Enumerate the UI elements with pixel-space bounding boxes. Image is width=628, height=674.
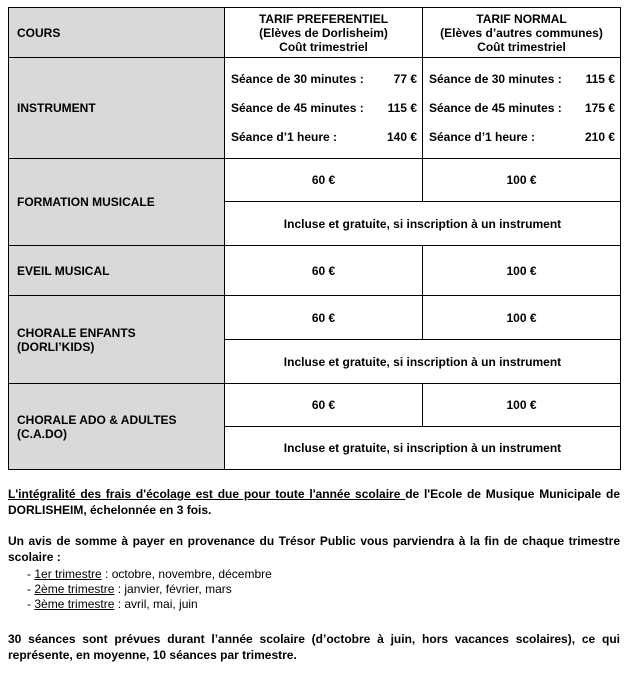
- table-row: [9, 246, 621, 296]
- formation-note: Incluse et gratuite, si inscription à un instrument: [225, 202, 621, 246]
- chorale-enfants-line1: CHORALE ENFANTS: [17, 325, 136, 340]
- eveil-pref: 60 €: [225, 246, 423, 296]
- paragraph-frais-underlined: L'intégralité des frais d'écolage est due pour toute l'année scolaire: [8, 487, 406, 501]
- header-norm-note: Coût trimestriel: [477, 39, 566, 54]
- session-price: 210 €: [584, 130, 615, 144]
- table-row: [9, 58, 621, 159]
- header-tarif-preferentiel: [225, 8, 423, 58]
- header-tarif-normal: [423, 8, 621, 58]
- table-row: [9, 159, 621, 202]
- session-label: Séance d’1 heure :: [231, 130, 338, 144]
- session-label: Séance de 45 minutes :: [429, 101, 562, 115]
- session-label: Séance de 30 minutes :: [429, 72, 562, 86]
- trimester-months: : janvier, février, mars: [114, 582, 232, 596]
- chorale-ado-line2: (C.A.DO): [17, 426, 67, 441]
- list-item: - 1er trimestre : octobre, novembre, décembre: [27, 567, 272, 581]
- paragraph-seances: 30 séances sont prévues durant l’année scolaire (d’octobre à juin, hors vacances scolaires), ce qui représente, en moyenne, 10 séances par trimestre.: [8, 632, 620, 662]
- session-row: [225, 94, 422, 123]
- session-price: 115 €: [585, 72, 615, 86]
- cours-instrument: INSTRUMENT: [9, 58, 225, 159]
- formation-norm: 100 €: [423, 159, 621, 202]
- header-cours: COURS: [9, 8, 225, 58]
- session-row: [225, 123, 422, 152]
- session-row: [225, 65, 422, 94]
- list-item: - 3ème trimestre : avril, mai, juin: [27, 597, 198, 611]
- session-price: 140 €: [386, 130, 417, 144]
- header-pref-title: TARIF PREFERENTIEL: [258, 11, 389, 26]
- header-norm-sub: (Elèves d’autres communes): [440, 25, 603, 40]
- session-row: [423, 94, 620, 123]
- trimester-name: 2ème trimestre: [34, 582, 115, 596]
- table-row: [9, 384, 621, 427]
- chorale-ado-norm: 100 €: [423, 384, 621, 427]
- chorale-enfants-note: Incluse et gratuite, si inscription à un instrument: [225, 340, 621, 384]
- tarifs-table: [8, 7, 621, 470]
- paragraph-avis: Un avis de somme à payer en provenance du Trésor Public vous parviendra à la fin de chaque trimestre scolaire :: [8, 534, 620, 564]
- header-norm-title: TARIF NORMAL: [476, 11, 567, 26]
- cours-formation-musicale: FORMATION MUSICALE: [9, 159, 225, 246]
- session-label: Séance de 45 minutes :: [231, 101, 364, 115]
- session-price: 77 €: [393, 72, 417, 86]
- trimester-list: [8, 567, 608, 612]
- trimester-months: : octobre, novembre, décembre: [101, 567, 272, 581]
- chorale-ado-note: Incluse et gratuite, si inscription à un instrument: [225, 427, 621, 470]
- instrument-norm-cell: [423, 58, 621, 159]
- paragraph-frais: [8, 486, 620, 518]
- session-label: Séance de 30 minutes :: [231, 72, 364, 86]
- session-price: 115 €: [387, 101, 417, 115]
- chorale-enfants-pref: 60 €: [225, 296, 423, 340]
- table-row: [9, 296, 621, 340]
- cours-chorale-ado: [9, 384, 225, 470]
- cours-eveil-musical: EVEIL MUSICAL: [9, 246, 225, 296]
- session-label: Séance d’1 heure :: [429, 130, 536, 144]
- session-price: 175 €: [584, 101, 615, 115]
- chorale-enfants-norm: 100 €: [423, 296, 621, 340]
- trimester-name: 3ème trimestre: [34, 597, 115, 611]
- session-row: [423, 65, 620, 94]
- list-item: - 2ème trimestre : janvier, février, mars: [27, 582, 232, 596]
- header-pref-note: Coût trimestriel: [279, 39, 368, 54]
- chorale-ado-line1: CHORALE ADO & ADULTES: [17, 412, 177, 427]
- trimester-name: 1er trimestre: [34, 567, 102, 581]
- trimester-months: : avril, mai, juin: [114, 597, 198, 611]
- paragraph-frais-rest: de l'Ecole de Musique Municipale de DORLISHEIM, échelonnée en 3 fois.: [8, 487, 621, 517]
- formation-pref: 60 €: [225, 159, 423, 202]
- table-header-row: [9, 8, 621, 58]
- header-pref-sub: (Elèves de Dorlisheim): [259, 25, 388, 40]
- eveil-norm: 100 €: [423, 246, 621, 296]
- session-row: [423, 123, 620, 152]
- cours-chorale-enfants: [9, 296, 225, 384]
- chorale-ado-pref: 60 €: [225, 384, 423, 427]
- instrument-pref-cell: [225, 58, 423, 159]
- chorale-enfants-line2: (DORLI’KIDS): [17, 339, 95, 354]
